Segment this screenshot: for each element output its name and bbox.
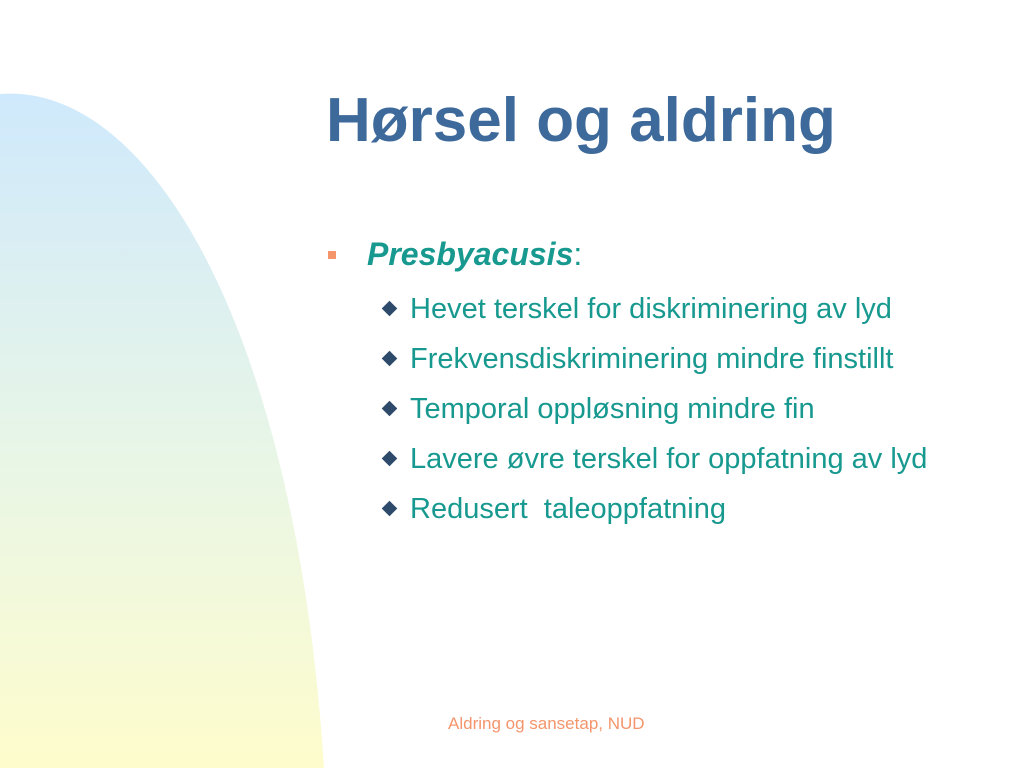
sub-point (381, 336, 981, 382)
sub-point-text: Lavere øvre terskel for oppfatning av lyd (410, 443, 928, 475)
sub-point-text: Hevet terskel for diskriminering av lyd (410, 293, 892, 325)
slide-title: Hørsel og aldring (326, 86, 836, 155)
main-point-text (367, 234, 582, 274)
sub-point-text: Frekvensdiskriminering mindre finstillt (410, 343, 894, 375)
diamond-bullet-icon (382, 351, 398, 367)
orange-square-bullet-icon (328, 251, 336, 259)
diamond-bullet-icon (382, 301, 398, 317)
sub-point (381, 486, 981, 532)
sub-point-text: Temporal oppløsning mindre fin (410, 393, 815, 425)
sub-point-text: Redusert taleoppfatning (410, 493, 726, 525)
diamond-bullet-icon (382, 501, 398, 517)
sub-point-list (381, 286, 981, 536)
diamond-bullet-icon (382, 451, 398, 467)
main-point-suffix: : (573, 236, 583, 272)
sub-point (381, 436, 981, 482)
slide-footer: Aldring og sansetap, NUD (448, 714, 645, 733)
sub-point (381, 286, 981, 332)
diamond-bullet-icon (382, 401, 398, 417)
main-point-term: Presbyacusis (367, 236, 574, 272)
sub-point (381, 386, 981, 432)
